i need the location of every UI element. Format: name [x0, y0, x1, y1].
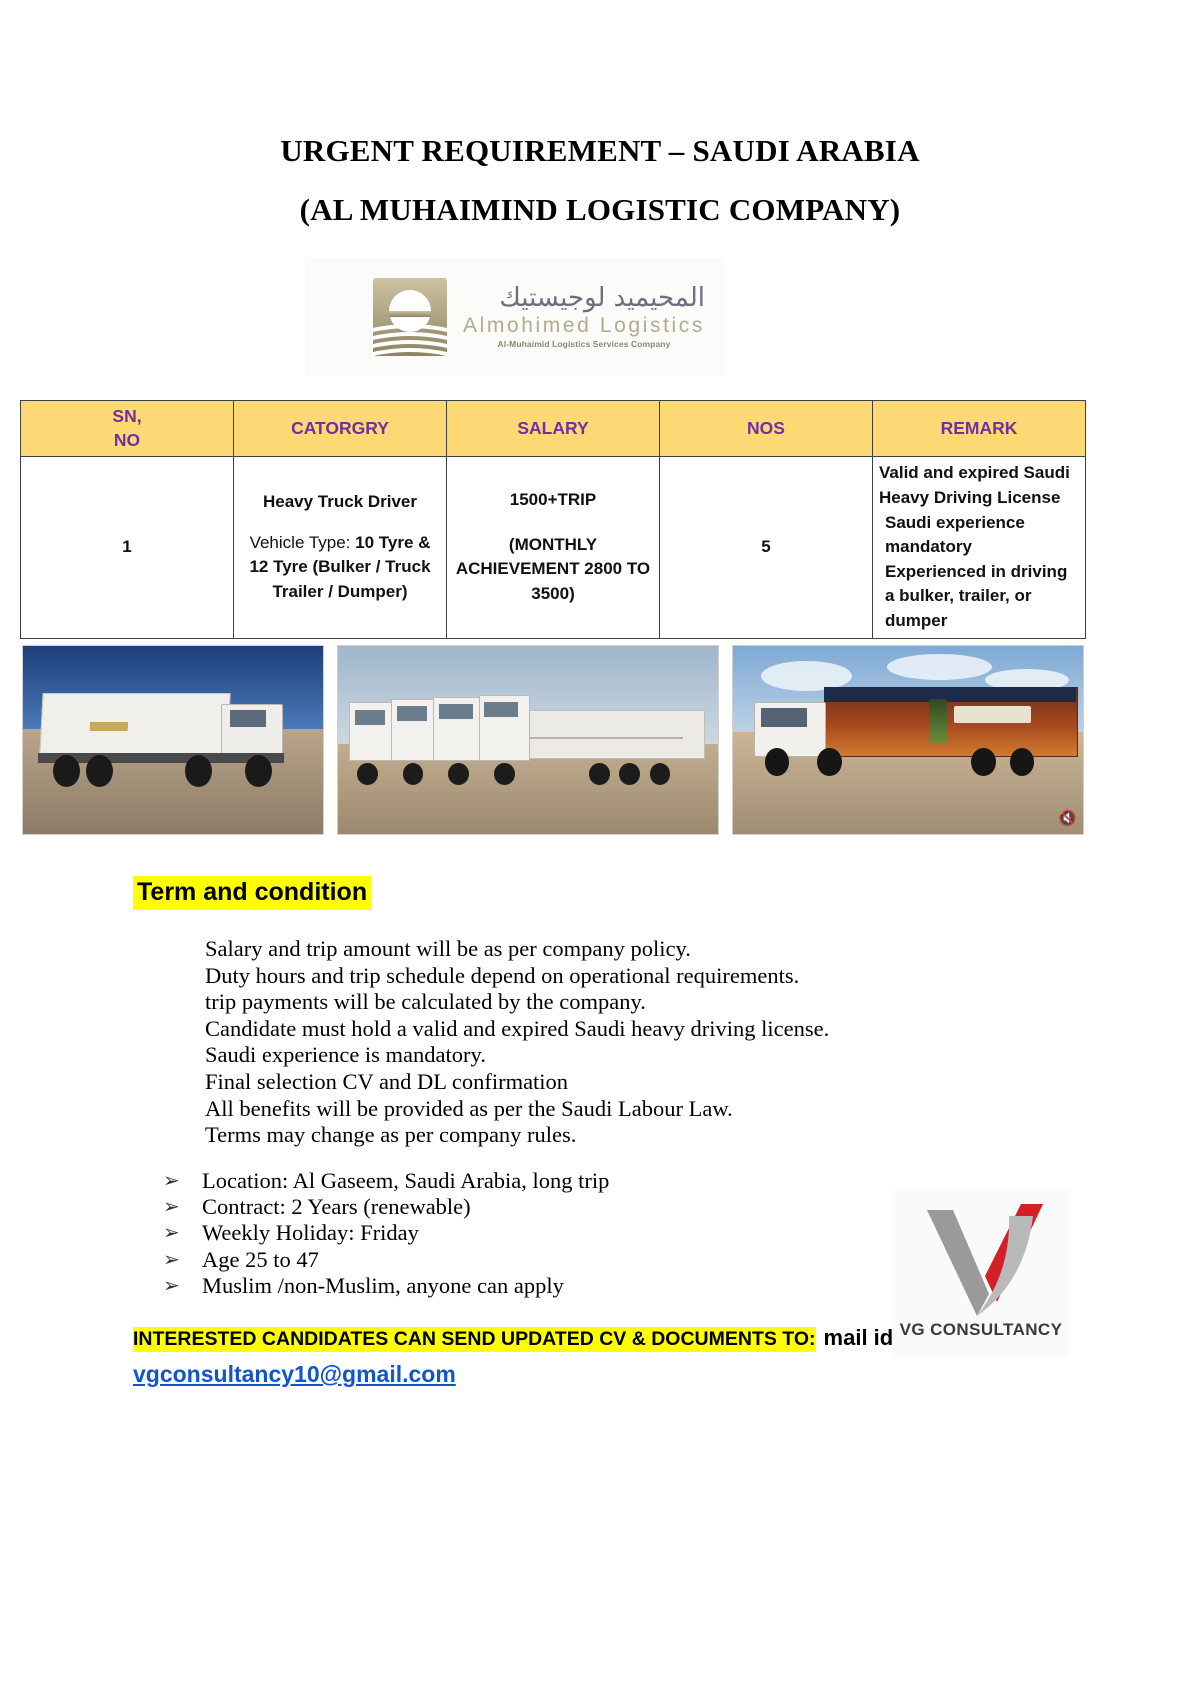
arrow-bullet-icon: ➢ [163, 1272, 180, 1297]
terms-line: Duty hours and trip schedule depend on operational requirements. [205, 962, 800, 988]
contact-mail-label: mail id [823, 1325, 894, 1350]
terms-line: All benefits will be provided as per the Saudi Labour Law. [205, 1095, 733, 1121]
terms-heading: Term and condition [133, 876, 371, 910]
contact-instruction-highlight: INTERESTED CANDIDATES CAN SEND UPDATED CV & DOCUMENTS TO [133, 1328, 810, 1350]
list-item [140, 1220, 900, 1246]
arrow-bullet-icon: ➢ [163, 1246, 180, 1271]
cell-category [234, 457, 447, 638]
terms-line: Salary and trip amount will be as per company policy. [205, 936, 691, 961]
column-header-salary: SALARY [447, 401, 660, 457]
column-header-sn-line1: SN, [112, 406, 142, 426]
arrow-bullet-icon: ➢ [163, 1194, 180, 1219]
column-header-sn [21, 401, 234, 457]
photo-strip [22, 645, 1086, 835]
cell-category-detail [249, 533, 430, 601]
mute-icon: 🔇 [1058, 809, 1077, 827]
white-dump-trailer-truck-photo [22, 645, 324, 835]
agency-logo [893, 1190, 1069, 1356]
cell-category-vehicle: 10 Tyre & 12 Tyre (Bulker / Truck Trailer / Dumper) [249, 532, 431, 602]
list-item-label: Age 25 to 47 [202, 1246, 319, 1272]
table-row [21, 457, 1086, 638]
parked-truck-fleet-photo [337, 645, 719, 835]
cell-salary [447, 457, 660, 638]
requirement-table [20, 400, 1086, 639]
terms-line: trip payments will be calculated by the company. [205, 989, 646, 1015]
cell-sn: 1 [21, 457, 234, 638]
details-bullet-list [140, 1168, 900, 1299]
company-logo [305, 258, 725, 376]
arrow-bullet-icon: ➢ [163, 1168, 180, 1192]
cell-category-title: Heavy Truck Driver [262, 492, 418, 512]
company-name-english: Almohimed Logistics [463, 314, 705, 338]
page-title-line-2: (AL MUHAIMIND LOGISTIC COMPANY) [299, 192, 901, 227]
page-title-line-1: URGENT REQUIREMENT – SAUDI ARABIA [280, 133, 920, 168]
list-item [140, 1168, 900, 1194]
terms-line: Terms may change as per company rules. [205, 1122, 577, 1148]
list-item-label: Weekly Holiday: Friday [202, 1220, 419, 1246]
company-name-arabic: المحيميد لوجيستيك [499, 283, 705, 314]
column-header-category: CATORGRY [234, 401, 447, 457]
list-item [140, 1247, 900, 1273]
table-header-row [21, 401, 1086, 457]
list-item-label: Muslim /non-Muslim, anyone can apply [202, 1272, 564, 1298]
list-item [140, 1194, 900, 1220]
terms-line: Candidate must hold a valid and expired Saudi heavy driving license. [205, 1015, 830, 1041]
contact-colon: : [809, 1328, 816, 1350]
terms-list [205, 936, 965, 1149]
cell-salary-line2: (MONTHLY ACHIEVEMENT 2800 TO 3500) [455, 534, 651, 604]
column-header-remark: REMARK [873, 401, 1086, 457]
arrow-bullet-icon: ➢ [163, 1220, 180, 1245]
company-subtitle: Al-Muhaimid Logistics Services Company [497, 339, 671, 350]
list-item [140, 1273, 900, 1299]
cell-remark [873, 457, 1086, 638]
terms-line: Final selection CV and DL confirmation [205, 1068, 569, 1094]
column-header-nos: NOS [660, 401, 873, 457]
contact-instruction [133, 1325, 893, 1351]
list-item-label: Contract: 2 Years (renewable) [202, 1194, 471, 1220]
olive-oil-branded-trailer-photo [732, 645, 1084, 835]
cell-nos: 5 [660, 457, 873, 638]
sunrise-field-logo-icon [371, 276, 449, 358]
contact-block [133, 1325, 893, 1388]
terms-line: Saudi experience is mandatory. [205, 1042, 486, 1068]
column-header-sn-line2: NO [113, 429, 141, 450]
contact-email-link[interactable]: vgconsultancy10@gmail.com [133, 1361, 456, 1387]
company-logo-text [463, 285, 705, 349]
agency-logo-caption: VG CONSULTANCY [899, 1320, 1063, 1339]
cell-remark-line-2: Saudi experience mandatory [885, 512, 1025, 557]
list-item-label: Location: Al Gaseem, Saudi Arabia, long trip [202, 1168, 610, 1193]
cell-salary-line1: 1500+TRIP [509, 490, 597, 510]
cell-remark-line-1: Valid and expired Saudi Heavy Driving License [879, 463, 1070, 507]
cell-category-prefix: Vehicle Type: [249, 532, 356, 552]
cell-remark-line-3: Experienced in driving a bulker, trailer, or dumper [885, 561, 1068, 631]
vg-checkmark-logo-icon [893, 1190, 1069, 1330]
